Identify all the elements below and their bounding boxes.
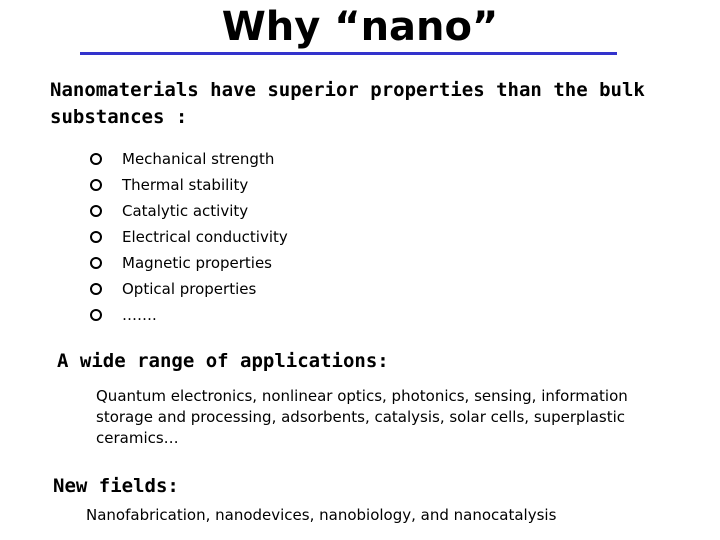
property-label: ……. — [122, 306, 157, 324]
new-fields-heading: New fields: — [53, 475, 179, 497]
property-label: Mechanical strength — [122, 150, 275, 168]
circle-bullet-icon — [90, 205, 102, 217]
circle-bullet-icon — [90, 257, 102, 269]
circle-bullet-icon — [90, 179, 102, 191]
intro-heading: Nanomaterials have superior properties than the bulk substances : — [50, 79, 645, 128]
applications-text: Quantum electronics, nonlinear optics, photonics, sensing, information storage and processing, adsorbents, catalysis, solar cells, superplastic ceramics… — [96, 387, 628, 447]
property-label: Electrical conductivity — [122, 228, 288, 246]
new-fields-text: Nanofabrication, nanodevices, nanobiology, and nanocatalysis — [86, 506, 557, 524]
applications-heading: A wide range of applications: — [57, 350, 389, 372]
circle-bullet-icon — [90, 153, 102, 165]
circle-bullet-icon — [90, 231, 102, 243]
title-underline — [80, 52, 617, 55]
circle-bullet-icon — [90, 283, 102, 295]
property-label: Magnetic properties — [122, 254, 272, 272]
property-label: Optical properties — [122, 280, 257, 298]
property-label: Catalytic activity — [122, 202, 249, 220]
slide-title: Why “nano” — [221, 4, 499, 50]
property-label: Thermal stability — [122, 176, 249, 194]
circle-bullet-icon — [90, 309, 102, 321]
